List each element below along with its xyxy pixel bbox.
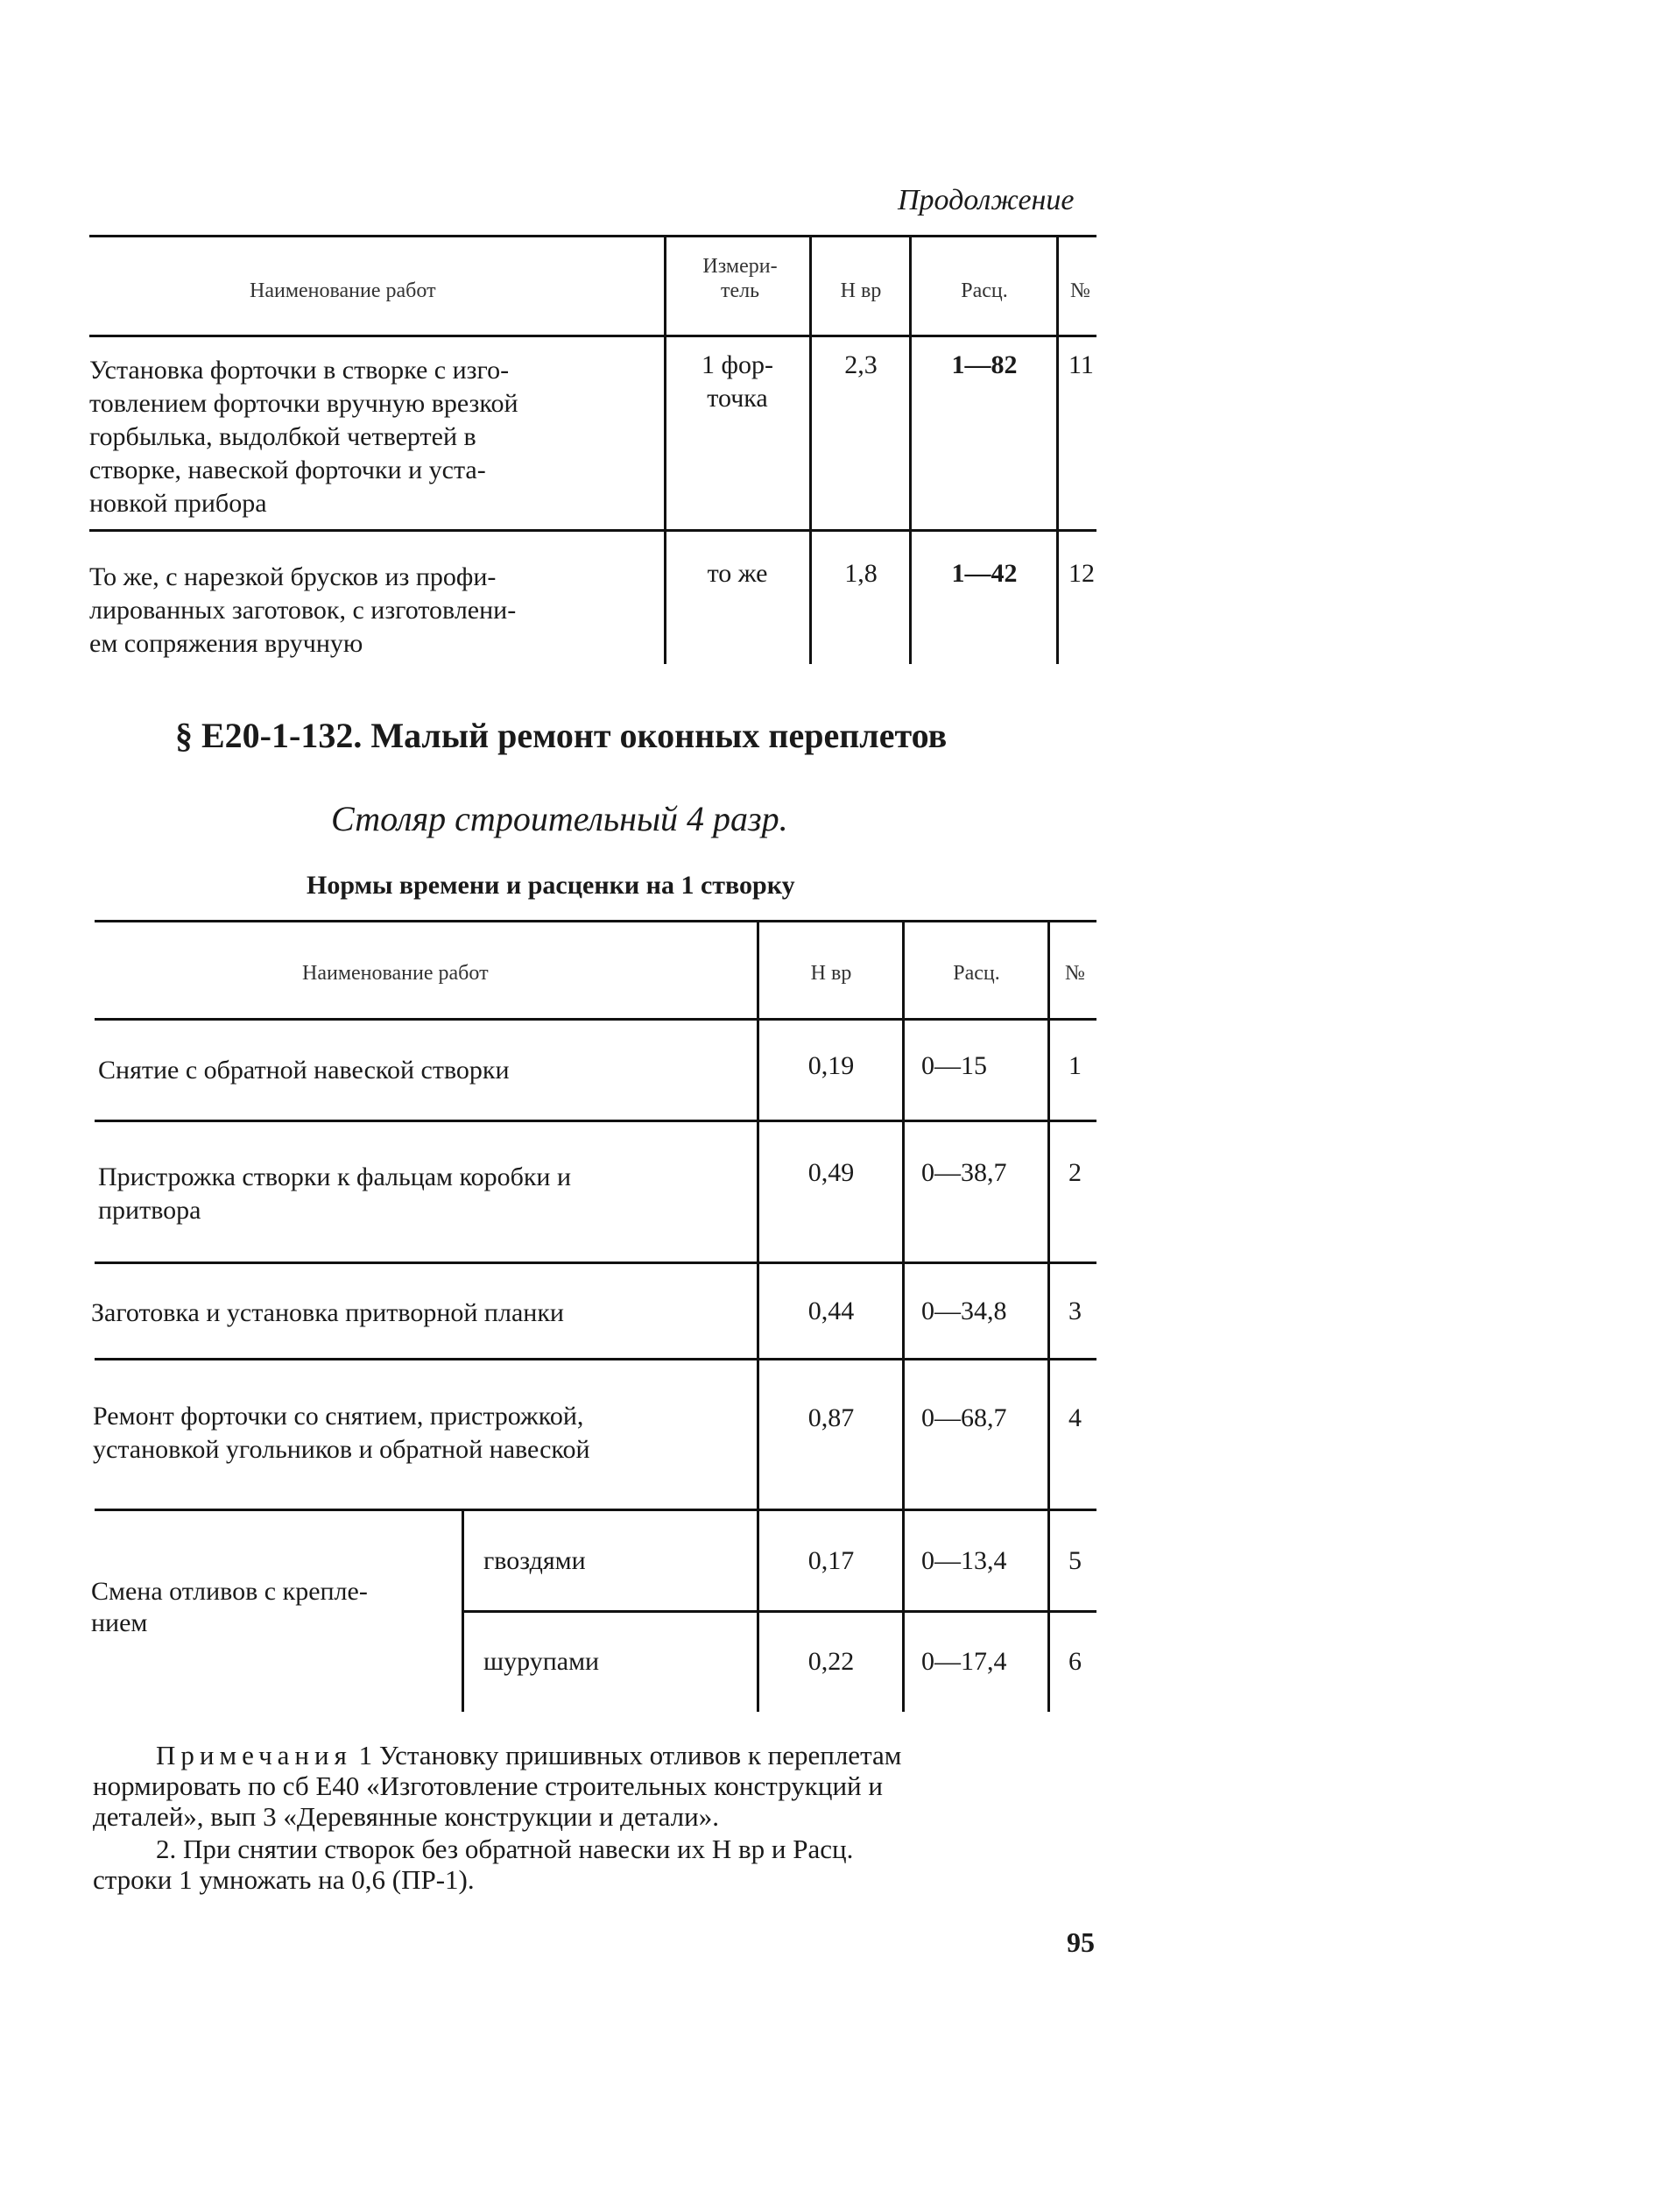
row-nvr: 1,8 <box>844 559 878 588</box>
row-number: 12 <box>1068 559 1095 588</box>
col-header-nvr: Н вр <box>840 279 882 302</box>
row-number: 6 <box>1068 1647 1082 1676</box>
col-header-nvr: Н вр <box>810 962 852 985</box>
continuation-label: Продолжение <box>898 184 1075 216</box>
row-name-line: ем сопряжения вручную <box>89 629 363 658</box>
row-nvr: 0,44 <box>807 1297 855 1325</box>
col-header-number: № <box>1070 279 1090 302</box>
sub-row-label: шурупами <box>483 1647 600 1676</box>
row-name-line: створке, навеской форточки и уста- <box>89 456 486 484</box>
row-name-line: лированных заготовок, с изготовлени- <box>89 596 517 625</box>
notes-line <box>156 1739 901 1772</box>
row-unit: то же <box>707 559 768 588</box>
row-nvr: 0,87 <box>807 1403 855 1432</box>
row-name-line: новкой прибора <box>89 489 267 518</box>
notes-text: 1 Установку пришивных отливов к переплетам <box>351 1740 902 1770</box>
group-name-line: нием <box>91 1608 148 1637</box>
group-name-line: Смена отливов с крепле- <box>91 1577 368 1606</box>
row-name-line: горбылька, выдолбкой четвертей в <box>89 422 476 451</box>
row-nvr: 0,49 <box>807 1158 855 1187</box>
col-header-rasc: Расц. <box>961 279 1008 302</box>
table-caption: Нормы времени и расценки на 1 створку <box>307 871 795 900</box>
row-name-line: притвора <box>98 1196 201 1225</box>
col-header-unit: Измери- тель <box>702 255 778 302</box>
notes-line: 2. При снятии створок без обратной навески их Н вр и Расц. <box>156 1834 854 1864</box>
row-rasc: 1—42 <box>951 559 1018 588</box>
col-header-rasc: Расц. <box>953 962 1000 985</box>
row-name-line: Заготовка и установка притворной планки <box>91 1298 564 1327</box>
row-name-line: товлением форточки вручную врезкой <box>89 389 518 418</box>
row-nvr: 0,19 <box>807 1051 855 1080</box>
row-rasc: 1—82 <box>951 350 1018 379</box>
row-number: 5 <box>1068 1546 1082 1575</box>
section-title: § Е20-1-132. Малый ремонт оконных переплетов <box>175 716 948 755</box>
row-number: 11 <box>1068 350 1094 379</box>
notes-line: строки 1 умножать на 0,6 (ПР-1). <box>93 1864 475 1895</box>
row-rasc: 0—34,8 <box>921 1297 1007 1325</box>
row-rasc: 0—13,4 <box>921 1546 1007 1575</box>
row-rasc: 0—15 <box>921 1051 987 1080</box>
notes-label: Примечания <box>156 1740 352 1770</box>
col-header-name: Наименование работ <box>250 279 436 302</box>
row-name-line: То же, с нарезкой брусков из профи- <box>89 562 497 591</box>
col-header-name: Наименование работ <box>302 962 489 985</box>
row-rasc: 0—38,7 <box>921 1158 1007 1187</box>
notes-line: нормировать по сб Е40 «Изготовление строительных конструкций и <box>93 1770 883 1801</box>
row-nvr: 2,3 <box>844 350 878 379</box>
col-header-number: № <box>1065 962 1085 985</box>
row-number: 1 <box>1068 1051 1082 1080</box>
page-number: 95 <box>1067 1926 1095 1958</box>
row-name-line: Снятие с обратной навеской створки <box>98 1056 510 1085</box>
worker-grade: Столяр строительный 4 разр. <box>331 799 788 838</box>
row-name-line: Установка форточки в створке с изго- <box>89 356 510 385</box>
row-number: 4 <box>1068 1403 1082 1432</box>
row-number: 3 <box>1068 1297 1082 1325</box>
row-name-line: Ремонт форточки со снятием, пристрожкой, <box>93 1402 584 1431</box>
sub-row-label: гвоздями <box>483 1546 586 1575</box>
row-rasc: 0—17,4 <box>921 1647 1007 1676</box>
row-number: 2 <box>1068 1158 1082 1187</box>
row-unit: 1 фор- точка <box>702 350 773 413</box>
row-name-line: установкой угольников и обратной навеской <box>93 1435 590 1464</box>
row-rasc: 0—68,7 <box>921 1403 1007 1432</box>
row-nvr: 0,22 <box>807 1647 855 1676</box>
notes-line: деталей», вып 3 «Деревянные конструкции и детали». <box>93 1801 719 1832</box>
row-nvr: 0,17 <box>807 1546 855 1575</box>
row-name-line: Пристрожка створки к фальцам коробки и <box>98 1163 572 1191</box>
